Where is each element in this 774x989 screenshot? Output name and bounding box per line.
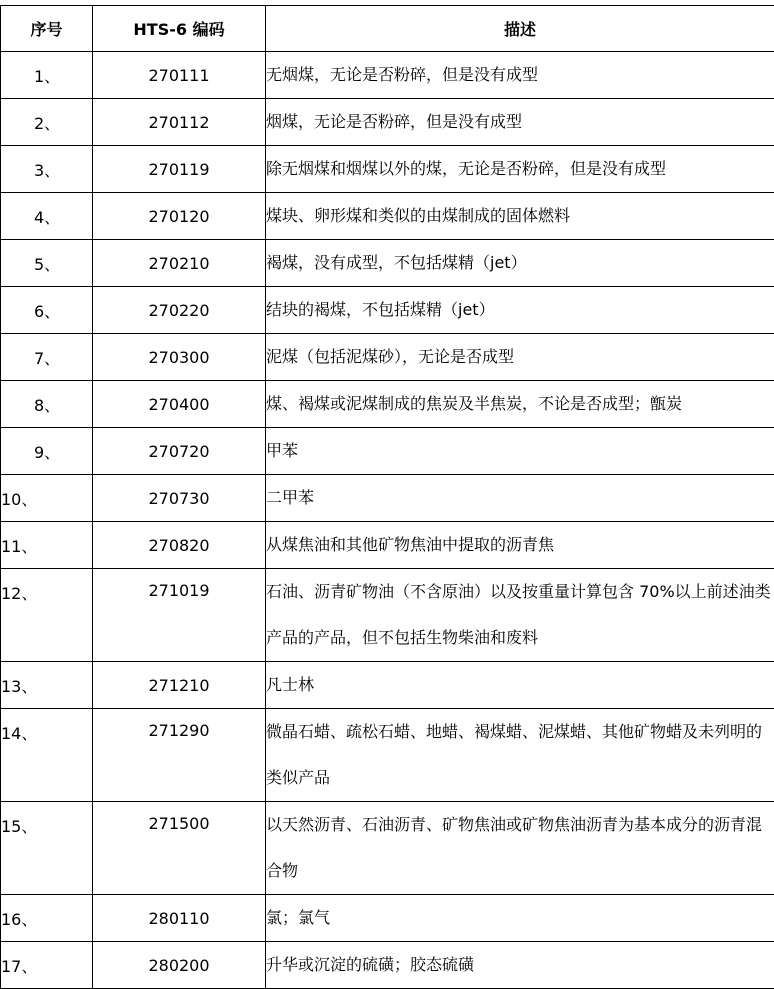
row-code: 270220 xyxy=(93,287,266,334)
row-index: 5、 xyxy=(1,240,93,287)
table-row xyxy=(1,895,774,942)
table-row xyxy=(1,475,774,522)
table-row xyxy=(1,99,774,146)
row-code: 271500 xyxy=(93,802,266,895)
row-description: 泥煤（包括泥煤砂），无论是否成型 xyxy=(266,334,774,381)
table-row xyxy=(1,942,774,989)
header-code: HTS-6 编码 xyxy=(93,6,266,52)
row-code: 270720 xyxy=(93,428,266,475)
row-code: 271019 xyxy=(93,569,266,662)
row-index: 13、 xyxy=(1,662,93,709)
row-code: 280110 xyxy=(93,895,266,942)
row-code: 270400 xyxy=(93,381,266,428)
row-description: 褐煤，没有成型，不包括煤精（jet） xyxy=(266,240,774,287)
row-description: 结块的褐煤，不包括煤精（jet） xyxy=(266,287,774,334)
table-header-row xyxy=(1,6,774,52)
row-index: 6、 xyxy=(1,287,93,334)
row-description: 无烟煤，无论是否粉碎，但是没有成型 xyxy=(266,52,774,99)
row-index: 9、 xyxy=(1,428,93,475)
row-description: 从煤焦油和其他矿物焦油中提取的沥青焦 xyxy=(266,522,774,569)
table-row xyxy=(1,569,774,662)
row-index: 10、 xyxy=(1,475,93,522)
hts-code-table xyxy=(0,5,774,989)
table-row xyxy=(1,334,774,381)
header-description: 描述 xyxy=(266,6,774,52)
table-row xyxy=(1,146,774,193)
table-row xyxy=(1,52,774,99)
row-code: 270820 xyxy=(93,522,266,569)
row-description: 煤、褐煤或泥煤制成的焦炭及半焦炭，不论是否成型；甑炭 xyxy=(266,381,774,428)
row-code: 270300 xyxy=(93,334,266,381)
row-code: 270730 xyxy=(93,475,266,522)
row-code: 271210 xyxy=(93,662,266,709)
row-index: 14、 xyxy=(1,709,93,802)
row-code: 270210 xyxy=(93,240,266,287)
table-row xyxy=(1,662,774,709)
row-index: 15、 xyxy=(1,802,93,895)
row-description: 甲苯 xyxy=(266,428,774,475)
row-description: 凡士林 xyxy=(266,662,774,709)
row-index: 16、 xyxy=(1,895,93,942)
row-description: 以天然沥青、石油沥青、矿物焦油或矿物焦油沥青为基本成分的沥青混合物 xyxy=(266,802,774,895)
row-code: 270119 xyxy=(93,146,266,193)
table-row xyxy=(1,287,774,334)
table-row xyxy=(1,381,774,428)
table-row xyxy=(1,802,774,895)
table-row xyxy=(1,522,774,569)
header-index: 序号 xyxy=(1,6,93,52)
row-index: 11、 xyxy=(1,522,93,569)
row-index: 7、 xyxy=(1,334,93,381)
row-code: 270120 xyxy=(93,193,266,240)
row-index: 12、 xyxy=(1,569,93,662)
row-description: 氯；氯气 xyxy=(266,895,774,942)
table-row xyxy=(1,428,774,475)
table-row xyxy=(1,193,774,240)
table-row xyxy=(1,240,774,287)
table-row xyxy=(1,709,774,802)
row-index: 2、 xyxy=(1,99,93,146)
row-code: 270112 xyxy=(93,99,266,146)
row-code: 270111 xyxy=(93,52,266,99)
row-description: 二甲苯 xyxy=(266,475,774,522)
row-description: 微晶石蜡、疏松石蜡、地蜡、褐煤蜡、泥煤蜡、其他矿物蜡及未列明的类似产品 xyxy=(266,709,774,802)
row-description: 除无烟煤和烟煤以外的煤，无论是否粉碎，但是没有成型 xyxy=(266,146,774,193)
row-code: 271290 xyxy=(93,709,266,802)
row-description: 升华或沉淀的硫磺；胶态硫磺 xyxy=(266,942,774,989)
row-description: 煤块、卵形煤和类似的由煤制成的固体燃料 xyxy=(266,193,774,240)
row-index: 17、 xyxy=(1,942,93,989)
row-code: 280200 xyxy=(93,942,266,989)
row-index: 3、 xyxy=(1,146,93,193)
row-index: 1、 xyxy=(1,52,93,99)
row-description: 烟煤，无论是否粉碎，但是没有成型 xyxy=(266,99,774,146)
row-index: 8、 xyxy=(1,381,93,428)
row-description: 石油、沥青矿物油（不含原油）以及按重量计算包含 70%以上前述油类产品的产品，但不包括生物柴油和废料 xyxy=(266,569,774,662)
row-index: 4、 xyxy=(1,193,93,240)
